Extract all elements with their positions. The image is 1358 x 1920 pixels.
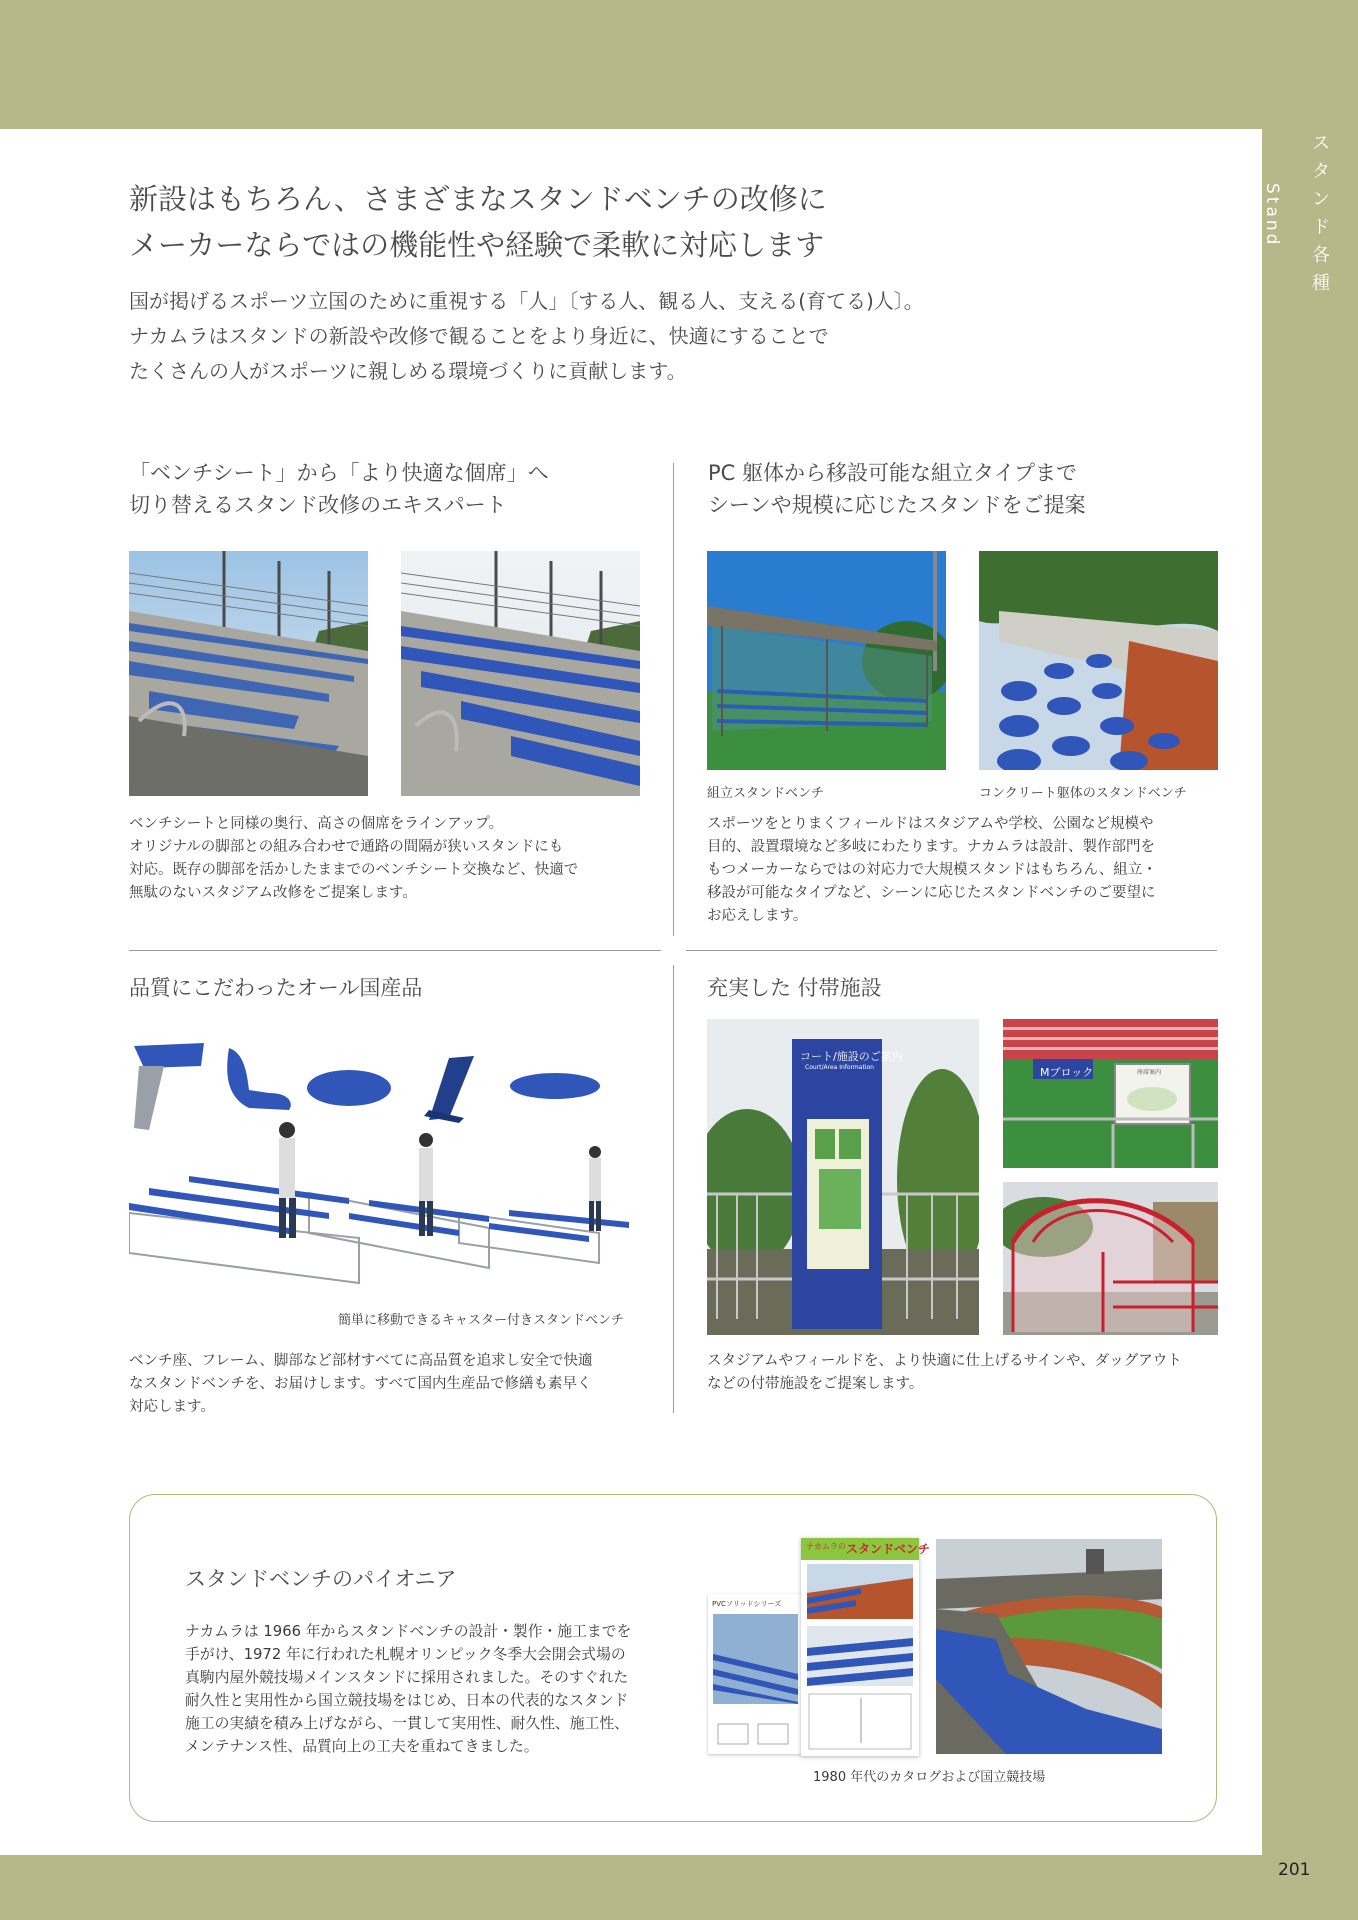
catalog-series-label: PVCソリッドシリーズ <box>712 1600 782 1608</box>
bench-after-photo <box>401 551 640 796</box>
pc-frame-title-line-2: シーンや規模に応じたスタンドをご提案 <box>708 493 1086 517</box>
facilities-body-line-2: などの付帯施設をご提案します。 <box>707 1376 924 1392</box>
headline-line-1: 新設はもちろん、さまざまなスタンドベンチの改修に <box>129 182 827 216</box>
page-number: 201 <box>1278 1860 1311 1880</box>
pioneer-body-line-2: 手がけ、1972 年に行われた札幌オリンピック冬季大会開会式場の <box>185 1646 626 1663</box>
facilities-title: 充実した 付帯施設 <box>707 976 882 1000</box>
intro-line-2: ナカムラはスタンドの新設や改修で観ることをより身近に、快適にすることで <box>129 324 829 348</box>
column-divider-bottom <box>673 965 674 1413</box>
pc-frame-body <box>707 813 1222 928</box>
pc-frame-body-line-1: スポーツをとりまくフィールドはスタジアムや学校、公園など規模や <box>707 816 1154 832</box>
pioneer-body-line-6: メンテナンス性、品質向上の工夫を重ねてきました。 <box>185 1738 539 1755</box>
pioneer-photo-caption: 1980 年代のカタログおよび国立競技場 <box>813 1770 1046 1785</box>
side-tab-en: Stand <box>1262 183 1282 248</box>
pioneer-body <box>185 1620 685 1758</box>
bench-seat-body <box>129 813 669 905</box>
domestic-body-line-2: なスタンドベンチを、お届けします。すべて国内生産品で修繕も素早く <box>129 1376 592 1392</box>
bench-seat-body-line-3: 対応。既存の脚部を活かしたままでのベンチシート交換など、快適で <box>129 862 579 878</box>
domestic-body-line-3: 対応します。 <box>129 1399 215 1415</box>
pioneer-title: スタンドベンチのパイオニア <box>185 1567 457 1591</box>
bottom-band <box>0 1855 1358 1920</box>
row-divider-left <box>129 950 661 951</box>
assembled-stand-caption: 組立スタンドベンチ <box>707 786 825 801</box>
national-stadium-photo <box>936 1539 1162 1754</box>
caster-bench-caption: 簡単に移動できるキャスター付きスタンドベンチ <box>338 1313 625 1328</box>
bench-seat-title <box>129 457 669 521</box>
bench-seat-title-line-2: 切り替えるスタンド改修のエキスパート <box>129 493 507 517</box>
sign-subheading: Court/Area Information <box>805 1064 874 1071</box>
column-divider-top <box>673 463 674 936</box>
domestic-title: 品質にこだわったオール国産品 <box>129 976 423 1000</box>
concrete-stand-caption: コンクリート躯体のスタンドベンチ <box>979 786 1187 801</box>
dugout-photo <box>1003 1182 1218 1335</box>
facilities-body <box>707 1350 1227 1396</box>
assembled-stand-photo <box>707 551 946 770</box>
intro-line-1: 国が掲げるスポーツ立国のために重視する「人」〔する人、観る人、支える(育てる)人〕。 <box>129 289 924 313</box>
catalog-page-back <box>708 1594 803 1754</box>
concrete-stand-photo <box>979 551 1218 770</box>
block-sign-photo <box>1003 1019 1218 1168</box>
intro-line-3: たくさんの人がスポーツに親しめる環境づくりに貢献します。 <box>129 359 687 383</box>
top-band <box>0 0 1358 129</box>
pc-frame-body-line-4: 移設が可能なタイプなど、シーンに応じたスタンドベンチのご要望に <box>707 885 1156 901</box>
domestic-body <box>129 1350 669 1419</box>
bench-seat-body-line-4: 無駄のないスタジアム改修をご提案します。 <box>129 885 417 901</box>
catalog-title: スタンドベンチ <box>846 1542 931 1556</box>
catalog-cover <box>801 1538 919 1756</box>
bench-seat-body-line-2: オリジナルの脚部との組み合わせで通路の間隔が狭いスタンドにも <box>129 839 564 855</box>
block-sign-label: Mブロック <box>1040 1066 1094 1079</box>
pc-frame-body-line-2: 目的、設置環境など多岐にわたります。ナカムラは設計、製作部門を <box>707 839 1156 855</box>
headline-line-2: メーカーならではの機能性や経験で柔軟に対応します <box>129 228 825 262</box>
pc-frame-title <box>708 457 1228 521</box>
bench-seat-body-line-1: ベンチシートと同様の奥行、高さの個席をラインアップ。 <box>129 816 504 832</box>
side-tab-jp: ス タ ン ド 各 種 <box>1312 133 1332 294</box>
pc-frame-body-line-5: お応えします。 <box>707 908 808 924</box>
intro-paragraph <box>129 284 1129 389</box>
pioneer-body-line-1: ナカムラは 1966 年からスタンドベンチの設計・製作・施工までを <box>185 1623 632 1640</box>
facilities-body-line-1: スタジアムやフィールドを、より快適に仕上げるサインや、ダッグアウト <box>707 1353 1182 1369</box>
catalog-brand: ナカムラの <box>806 1542 846 1551</box>
pioneer-body-line-3: 真駒内屋外競技場メインスタンドに採用されました。そのすぐれた <box>185 1669 629 1686</box>
bench-before-photo <box>129 551 368 796</box>
bench-seat-title-line-1: 「ベンチシート」から「より快適な個席」へ <box>129 461 549 485</box>
seat-parts-illustration <box>129 1038 640 1293</box>
pioneer-body-line-5: 施工の実績を積み上げながら、一貫して実用性、耐久性、施工性、 <box>185 1715 629 1732</box>
page-headline <box>129 176 1129 268</box>
pc-frame-title-line-1: PC 躯体から移設可能な組立タイプまで <box>708 461 1077 485</box>
pc-frame-body-line-3: もつメーカーならではの対応力で大規模スタンドはもちろん、組立・ <box>707 862 1157 878</box>
seat-guide-board-label: 座席案内 <box>1137 1069 1162 1076</box>
row-divider-right <box>686 950 1217 951</box>
domestic-body-line-1: ベンチ座、フレーム、脚部など部材すべてに高品質を追求し安全で快適 <box>129 1353 593 1369</box>
sign-heading: コート/施設のご案内 <box>800 1050 903 1063</box>
pioneer-body-line-4: 耐久性と実用性から国立競技場をはじめ、日本の代表的なスタンド <box>185 1692 629 1709</box>
